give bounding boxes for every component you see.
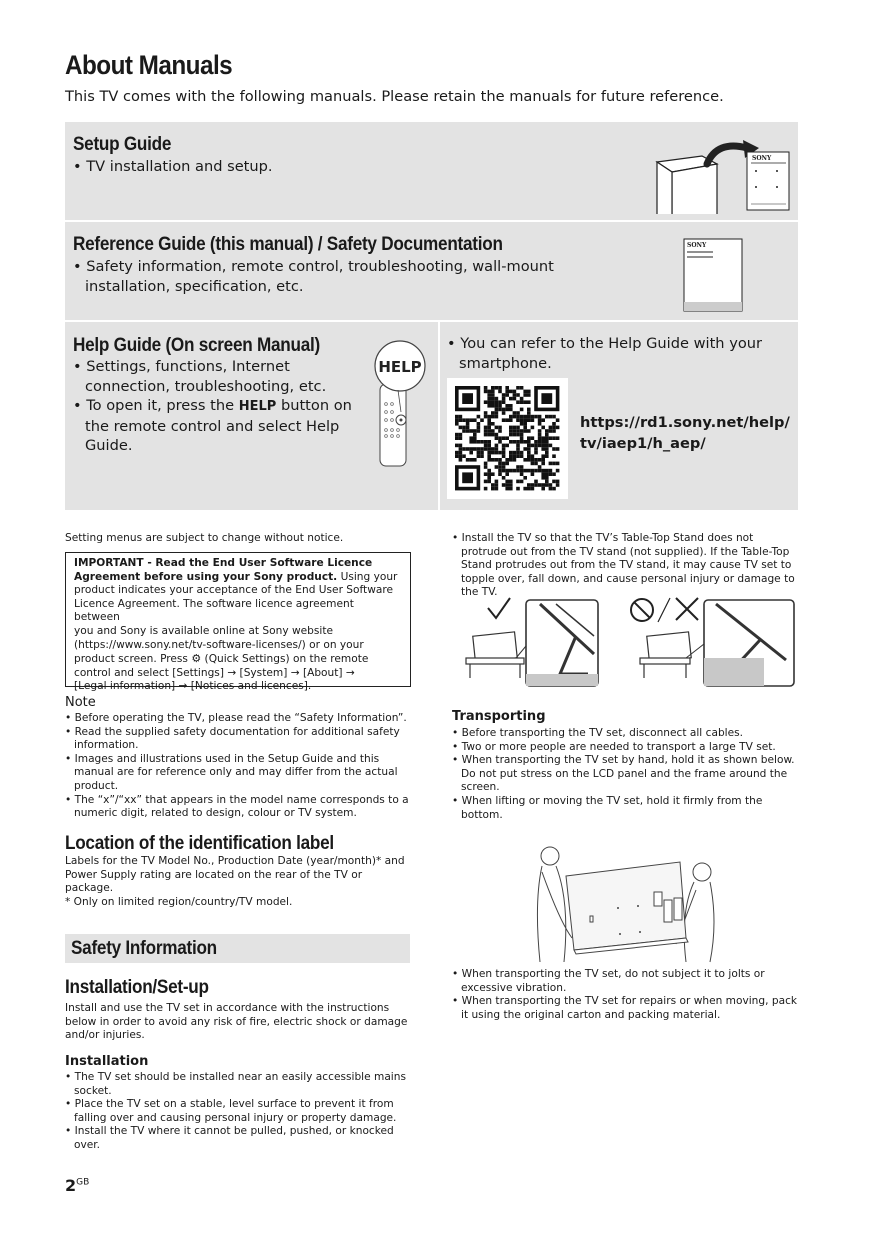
- qr-code-icon: [447, 378, 568, 499]
- reference-guide-box: [65, 222, 798, 320]
- note-item: • Images and illustrations used in the Setup Guide and this manual are for reference only and may differ from the actual product.: [65, 753, 411, 794]
- transporting-item: • When transporting the TV set, do not subject it to jolts or excessive vibration.: [452, 968, 800, 995]
- gear-icon: ⚙: [191, 652, 202, 666]
- transporting-list-2: [452, 968, 800, 1022]
- settings-notice: Setting menus are subject to change without notice.: [65, 532, 344, 544]
- setup-guide-title: Setup Guide: [73, 133, 172, 155]
- setup-guide-bullet: • TV installation and setup.: [73, 158, 273, 175]
- help-guide-qr-code[interactable]: [447, 378, 568, 499]
- help-button-label: HELP: [378, 358, 422, 376]
- help-guide-smartphone-box: [440, 322, 798, 510]
- checkmark-icon: [488, 598, 510, 618]
- transporting-item: • When transporting the TV set by hand, hold it as shown below. Do not put stress on the LCD panel and the frame around the screen.: [452, 754, 800, 795]
- stand-warning-item: • Install the TV so that the TV’s Table-Top Stand does not protrude out from the TV stand (not supplied). If the Table-Top Stand protrudes out from the TV stand, it may cause TV set to topple over, fall down, and cause personal injury or damage to the TV.: [452, 532, 800, 600]
- installation-setup-title: Installation/Set-up: [65, 976, 209, 998]
- help-guide-title: Help Guide (On screen Manual): [73, 334, 320, 356]
- installation-item: • Install the TV where it cannot be pulled, pushed, or knocked over.: [65, 1125, 411, 1152]
- remote-control-illustration: [370, 340, 436, 470]
- help-guide-box: [65, 322, 438, 510]
- transporting-item: • Before transporting the TV set, disconnect all cables.: [452, 727, 800, 741]
- note-item: • The “x”/“xx” that appears in the model name corresponds to a numeric digit, related to design, colour or TV system.: [65, 794, 411, 821]
- help-guide-bullets: • Settings, functions, Internet connection, troubleshooting, etc. • To open it, press the HELP button on the remote control and select Help Guide.: [73, 358, 352, 455]
- transporting-list: [452, 727, 800, 822]
- location-text: Labels for the TV Model No., Production Date (year/month)* and Power Supply rating are located on the rear of the TV or package.: [65, 855, 405, 895]
- setup-guide-box: [65, 122, 798, 220]
- reference-guide-brand: SONY: [687, 242, 707, 249]
- important-notice-box: IMPORTANT - Read the End User Software Licence Agreement before using your Sony product. Using your product indicates your acceptance of the End User Software Licence Agreement. The software licence agreement between you and Sony is available online at Sony website (https://www.sony.net/tv-software-licenses/) or on your product screen. Press ⚙ (Quick Settings) on the remote control and select [Settings] → [System] → [About] → [Legal information] → [Notices and licences].: [65, 552, 411, 687]
- smartphone-text: • You can refer to the Help Guide with your smartphone.: [447, 335, 763, 372]
- two-people-carrying-tv-illustration: [530, 842, 720, 964]
- note-list: [65, 712, 411, 821]
- page-intro: This TV comes with the following manuals. Please retain the manuals for future reference.: [65, 88, 724, 105]
- reference-guide-booklet: [683, 238, 745, 314]
- setup-guide-box-illustration: [647, 134, 797, 214]
- installation-list: [65, 1071, 411, 1153]
- note-item: • Read the supplied safety documentation for additional safety information.: [65, 726, 411, 753]
- installation-item: • Place the TV set on a stable, level surface to prevent it from falling over and causing personal injury or property damage.: [65, 1098, 411, 1125]
- installation-setup-text: Install and use the TV set in accordance with the instructions below in order to avoid any risk of fire, electric shock or damage and/or injuries.: [65, 1002, 408, 1042]
- transporting-item: • Two or more people are needed to transport a large TV set.: [452, 741, 800, 755]
- page-number: $2^{GB}$: [65, 1176, 90, 1195]
- reference-guide-bullet: • Safety information, remote control, troubleshooting, wall-mount installation, specification, etc.: [73, 258, 554, 295]
- reference-guide-title: Reference Guide (this manual) / Safety Documentation: [73, 233, 503, 255]
- transporting-title: Transporting: [452, 709, 546, 724]
- note-title: Note: [65, 695, 96, 710]
- transporting-item: • When lifting or moving the TV set, hold it firmly from the bottom.: [452, 795, 800, 822]
- page-title: About Manuals: [65, 50, 233, 80]
- note-item: • Before operating the TV, please read the “Safety Information”.: [65, 712, 411, 726]
- installation-item: • The TV set should be installed near an easily accessible mains socket.: [65, 1071, 411, 1098]
- safety-information-banner: [65, 934, 410, 963]
- location-title: Location of the identification label: [65, 832, 334, 854]
- transporting-item: • When transporting the TV set for repairs or when moving, pack it using the original carton and packing material.: [452, 995, 800, 1022]
- stand-placement-illustration: [460, 596, 800, 688]
- help-guide-url[interactable]: https://rd1.sony.net/help/ tv/iaep1/h_aep/: [580, 414, 790, 452]
- safety-information-title: Safety Information: [71, 937, 217, 959]
- setup-guide-brand: SONY: [752, 155, 772, 162]
- installation-title: Installation: [65, 1054, 149, 1069]
- location-footnote: * Only on limited region/country/TV model.: [65, 896, 293, 908]
- stand-warning-list: [452, 532, 800, 600]
